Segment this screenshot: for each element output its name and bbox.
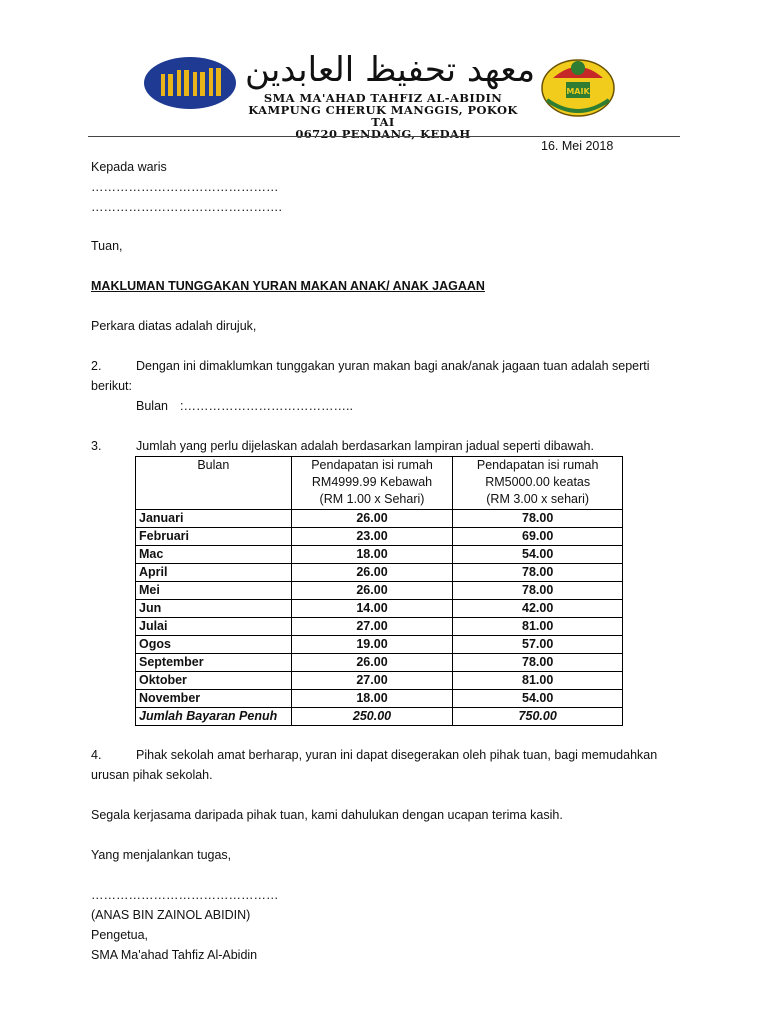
low-income-cell: 14.00 [291,600,453,618]
table-row [136,636,623,654]
para3-text: Jumlah yang perlu dijelaskan adalah berdasarkan lampiran jadual seperti dibawah. [136,439,594,453]
signatory-name: (ANAS BIN ZAINOL ABIDIN) [91,908,251,922]
low-income-cell: 19.00 [291,636,453,654]
table-total-row [136,708,623,726]
table-row [136,528,623,546]
table-row [136,564,623,582]
month-cell: September [136,654,292,672]
state-crest-right [533,52,623,120]
high-income-cell: 57.00 [453,636,623,654]
school-logo-left [143,56,237,110]
total-label-cell: Jumlah Bayaran Penuh [136,708,292,726]
low-income-cell: 27.00 [291,618,453,636]
high-income-cell: 54.00 [453,546,623,564]
table-row [136,546,623,564]
high-income-cell: 69.00 [453,528,623,546]
month-cell: Ogos [136,636,292,654]
header-high-income: Pendapatan isi rumah RM5000.00 keatas (RM 3.00 x sehari) [453,457,623,510]
low-income-cell: 27.00 [291,672,453,690]
month-cell: Jun [136,600,292,618]
month-cell: Oktober [136,672,292,690]
low-income-cell: 26.00 [291,564,453,582]
header-divider [88,136,680,137]
high-income-cell: 81.00 [453,618,623,636]
school-postcode-line: 06720 PENDANG, KEDAH [295,127,471,141]
arabic-calligraphy-title [244,45,536,91]
school-address-line: KAMPUNG CHERUK MANGGIS, POKOK TAI [248,103,518,129]
total-low-cell: 250.00 [291,708,453,726]
school-name-line: SMA MA'AHAD TAHFIZ AL-ABIDIN [263,91,503,105]
recipient-label: Kepada waris [91,160,167,174]
low-income-cell: 26.00 [291,654,453,672]
signatory-position: Pengetua, [91,928,148,942]
low-income-cell: 18.00 [291,690,453,708]
table-row [136,510,623,528]
table-row [136,618,623,636]
para3-number: 3. [91,439,102,453]
para4-continuation: urusan pihak sekolah. [91,768,213,782]
signature-dots: ……………………………………… [91,888,279,902]
table-row [136,654,623,672]
school-address-block [238,92,528,140]
letter-subject: MAKLUMAN TUNGGAKAN YURAN MAKAN ANAK/ ANAK JAGAAN [91,279,485,293]
table-row [136,672,623,690]
high-income-cell: 78.00 [453,564,623,582]
high-income-cell: 78.00 [453,510,623,528]
header-low-income: Pendapatan isi rumah RM4999.99 Kebawah (RM 1.00 x Sehari) [291,457,453,510]
recipient-dots-1: ……………………………………… [91,180,279,194]
para4-text: Pihak sekolah amat berharap, yuran ini dapat disegerakan oleh pihak tuan, bagi memudahkan [136,748,658,762]
signatory-school: SMA Ma'ahad Tahfiz Al-Abidin [91,948,258,962]
crest-text: MAIK [566,87,590,96]
month-cell: Februari [136,528,292,546]
high-income-cell: 78.00 [453,654,623,672]
low-income-cell: 18.00 [291,546,453,564]
month-cell: Julai [136,618,292,636]
table-row [136,690,623,708]
intro-line: Perkara diatas adalah dirujuk, [91,319,257,333]
month-cell: Januari [136,510,292,528]
high-income-cell: 78.00 [453,582,623,600]
arabic-title-text: معهد تحفيظ العابدين [244,50,536,90]
sign-off: Yang menjalankan tugas, [91,848,232,862]
table-row [136,582,623,600]
high-income-cell: 81.00 [453,672,623,690]
month-cell: Mac [136,546,292,564]
month-cell: April [136,564,292,582]
closing-line: Segala kerjasama daripada pihak tuan, kami dahulukan dengan ucapan terima kasih. [91,808,563,822]
low-income-cell: 23.00 [291,528,453,546]
para4-number: 4. [91,748,102,762]
month-cell: November [136,690,292,708]
high-income-cell: 54.00 [453,690,623,708]
table-row [136,600,623,618]
recipient-dots-2: ………………………………………. [91,200,282,214]
low-income-cell: 26.00 [291,582,453,600]
bulan-value: :………………………………….. [180,399,353,413]
para2-number: 2. [91,359,102,373]
table-header-row [136,457,623,510]
para2-continuation: berikut: [91,379,132,393]
total-high-cell: 750.00 [453,708,623,726]
letter-date: 16. Mei 2018 [541,139,614,153]
bulan-label: Bulan [136,399,168,413]
month-cell: Mei [136,582,292,600]
salutation: Tuan, [91,239,123,253]
low-income-cell: 26.00 [291,510,453,528]
para2-text: Dengan ini dimaklumkan tunggakan yuran makan bagi anak/anak jagaan tuan adalah seperti [136,359,650,373]
fee-arrears-table [135,456,623,726]
high-income-cell: 42.00 [453,600,623,618]
header-month: Bulan [136,457,292,510]
